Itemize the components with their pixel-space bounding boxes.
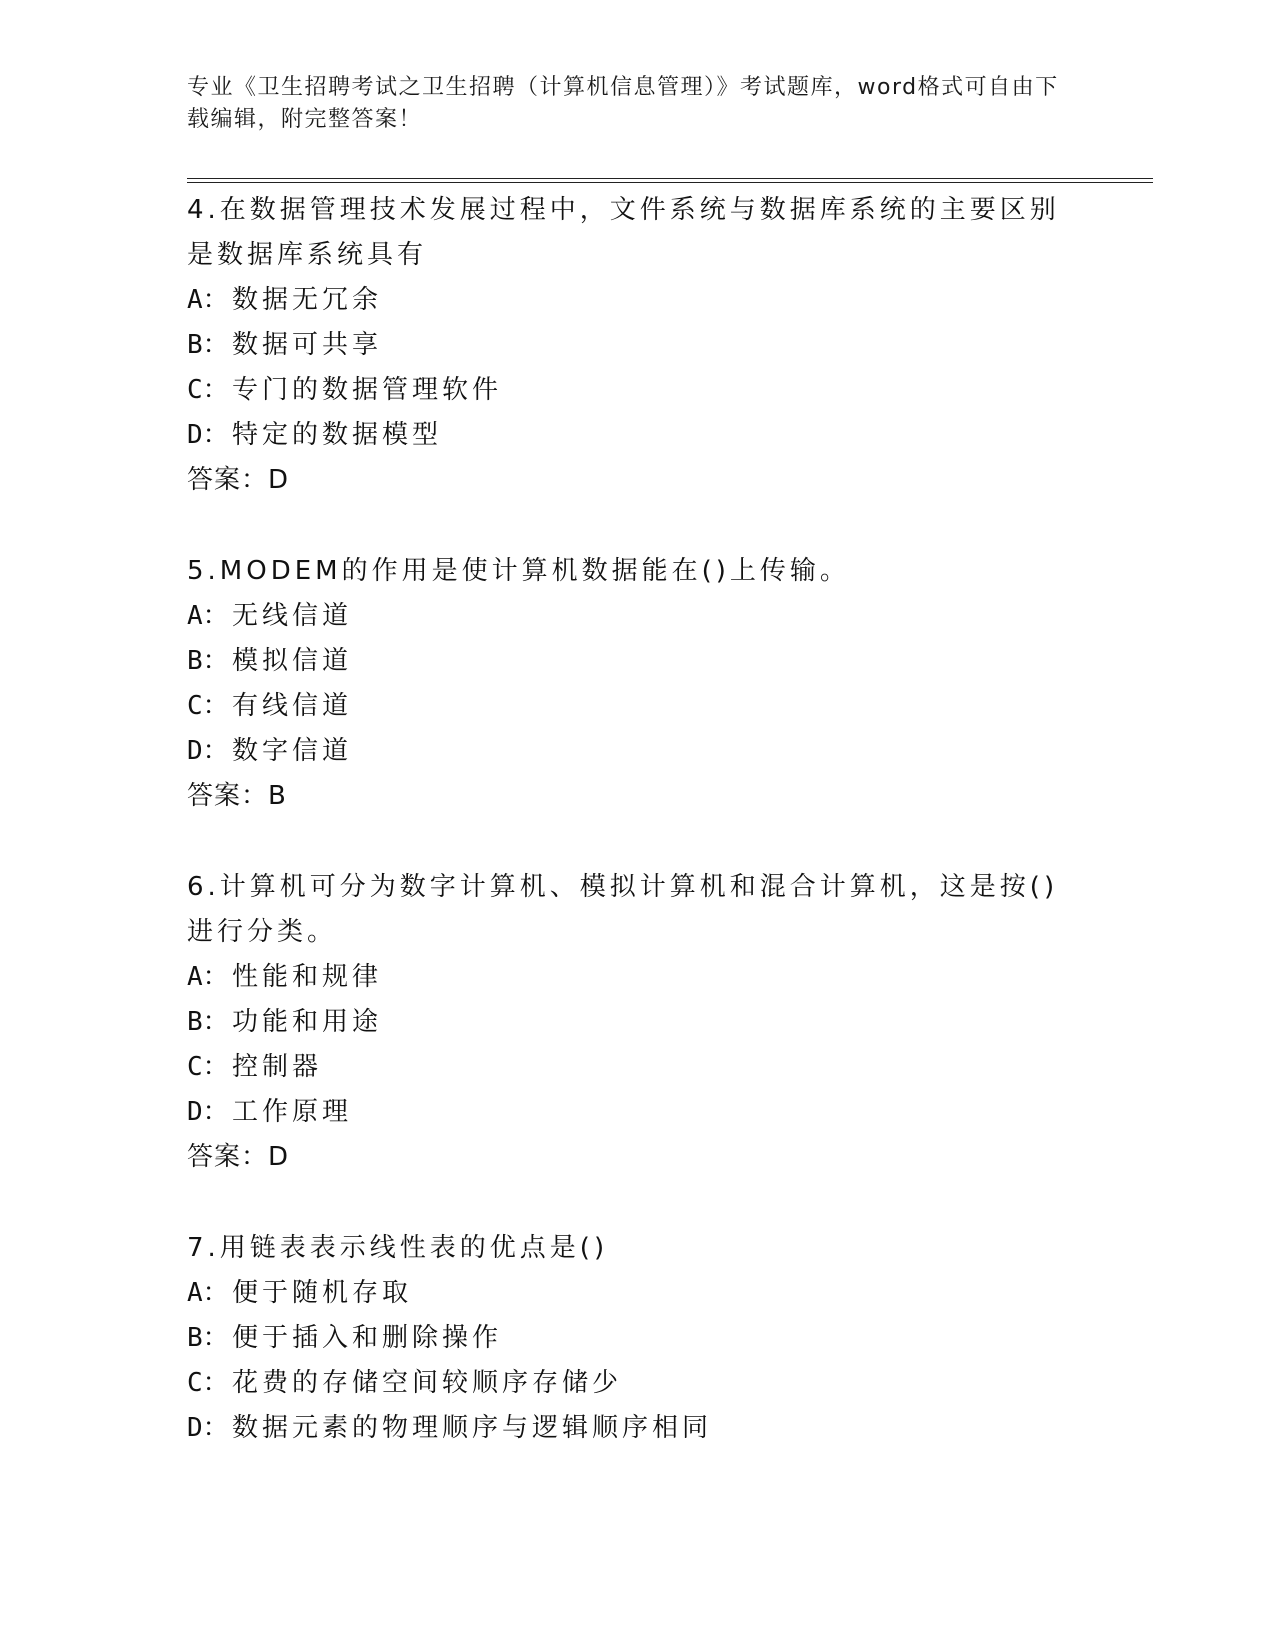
question-6-option-b — [187, 1000, 1067, 1045]
option-key: D： — [187, 736, 229, 766]
option-text: 控制器 — [232, 1052, 323, 1082]
question-6-option-d — [187, 1090, 1067, 1135]
answer-label: 答案： — [187, 781, 269, 811]
question-5-option-d — [187, 729, 1067, 774]
answer-label: 答案： — [187, 1142, 269, 1172]
option-key: B： — [187, 330, 229, 360]
option-key: D： — [187, 1413, 229, 1443]
question-6 — [187, 865, 1067, 1180]
option-key: C： — [187, 691, 229, 721]
question-4-option-b — [187, 323, 1067, 368]
option-key: D： — [187, 1097, 229, 1127]
question-4-option-a — [187, 278, 1067, 323]
option-key: D： — [187, 420, 229, 450]
option-text: 便于随机存取 — [232, 1278, 413, 1308]
option-text: 花费的存储空间较顺序存储少 — [232, 1368, 623, 1398]
question-6-option-a — [187, 955, 1067, 1000]
option-text: 性能和规律 — [232, 962, 383, 992]
question-5-option-a — [187, 594, 1067, 639]
option-text: 专门的数据管理软件 — [232, 375, 503, 405]
option-text: 功能和用途 — [232, 1007, 383, 1037]
question-6-option-c — [187, 1045, 1067, 1090]
option-key: A： — [187, 1278, 229, 1308]
answer-value: D — [268, 1142, 290, 1172]
question-7 — [187, 1226, 1067, 1451]
option-text: 特定的数据模型 — [232, 420, 443, 450]
question-5-answer — [187, 774, 1067, 819]
question-5 — [187, 549, 1067, 819]
question-4 — [187, 188, 1067, 503]
question-7-option-a — [187, 1271, 1067, 1316]
question-5-text: 5.MODEM的作用是使计算机数据能在()上传输。 — [187, 556, 850, 586]
option-text: 模拟信道 — [232, 646, 353, 676]
question-4-option-d — [187, 413, 1067, 458]
answer-value: D — [268, 465, 290, 495]
option-key: C： — [187, 375, 229, 405]
answer-value: B — [268, 781, 287, 811]
question-4-option-c — [187, 368, 1067, 413]
option-key: C： — [187, 1052, 229, 1082]
option-key: A： — [187, 962, 229, 992]
option-text: 数据无冗余 — [232, 285, 383, 315]
option-key: A： — [187, 601, 229, 631]
option-key: B： — [187, 1007, 229, 1037]
question-6-text: 6.计算机可分为数字计算机、模拟计算机和混合计算机，这是按()进行分类。 — [187, 872, 1059, 947]
question-5-option-c — [187, 684, 1067, 729]
option-text: 有线信道 — [232, 691, 353, 721]
answer-label: 答案： — [187, 465, 269, 495]
question-5-option-b — [187, 639, 1067, 684]
option-text: 数据可共享 — [232, 330, 383, 360]
option-key: A： — [187, 285, 229, 315]
question-7-option-b — [187, 1316, 1067, 1361]
question-list — [187, 188, 1067, 1497]
option-text: 数据元素的物理顺序与逻辑顺序相同 — [232, 1413, 713, 1443]
option-key: B： — [187, 646, 229, 676]
question-6-answer — [187, 1135, 1067, 1180]
question-7-option-c — [187, 1361, 1067, 1406]
option-key: C： — [187, 1368, 229, 1398]
header-divider-bottom — [187, 182, 1153, 183]
question-7-text: 7.用链表表示线性表的优点是() — [187, 1233, 609, 1263]
option-text: 工作原理 — [232, 1097, 353, 1127]
header-divider-top — [187, 178, 1153, 179]
question-7-option-d — [187, 1406, 1067, 1451]
option-text: 便于插入和删除操作 — [232, 1323, 503, 1353]
option-key: B： — [187, 1323, 229, 1353]
option-text: 无线信道 — [232, 601, 353, 631]
option-text: 数字信道 — [232, 736, 353, 766]
document-header: 专业《卫生招聘考试之卫生招聘（计算机信息管理）》考试题库，word格式可自由下载编辑，附完整答案！ — [187, 75, 1059, 132]
question-4-text: 4.在数据管理技术发展过程中，文件系统与数据库系统的主要区别是数据库系统具有 — [187, 195, 1060, 270]
question-4-answer — [187, 458, 1067, 503]
